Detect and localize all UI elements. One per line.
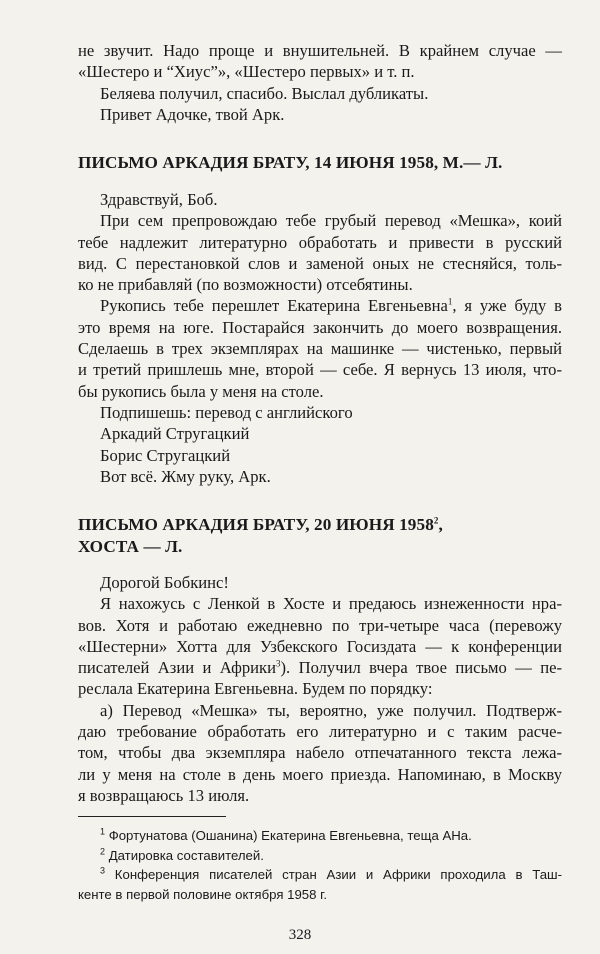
text-line: При сем препровождаю тебе грубый перевод «Мешка», коий <box>100 211 562 231</box>
text-line: Привет Адочке, твой Арк. <box>100 104 285 124</box>
letter-heading <box>78 514 562 536</box>
text-fragment: Рукопись тебе перешлет Екатерина Евгеньевна <box>100 296 448 316</box>
letter-heading: ПИСЬМО АРКАДИЯ БРАТУ, 14 ИЮНЯ 1958, М.— Л. <box>78 153 503 172</box>
page-number: 328 <box>288 927 312 943</box>
footnote-number: 3 <box>100 865 106 876</box>
text-line: тебе надлежит литературно обработать и привести в русский <box>78 232 562 252</box>
text-fragment: ). Получил вчера твое письмо — пе- <box>280 658 562 678</box>
letter-heading-2 <box>78 514 562 558</box>
text-line: Я нахожусь с Ленкой в Хосте и предаюсь изнеженности нра- <box>100 594 562 614</box>
text-line-with-footnote-ref <box>78 295 562 316</box>
footnote-text: Фортунатова (Ошанина) Екатерина Евгеньевна, теща АНа. <box>108 828 472 843</box>
footnote-2 <box>78 846 562 866</box>
text-line-with-footnote-ref <box>78 657 562 678</box>
footnote-number: 2 <box>100 846 106 857</box>
footnote-1 <box>78 826 562 846</box>
greeting: Здравствуй, Боб. <box>100 190 218 209</box>
footnote-ref: 3 <box>276 658 281 669</box>
text-line: вов. Хотя и работаю ежедневно по три-четыре часа (перевожу <box>78 615 562 635</box>
text-line: вид. С перестановкой слов и заменой оных не стесняйся, толь- <box>78 253 562 273</box>
text-line: том, чтобы два экземпляра набело отпечатанного текста лежа- <box>78 743 562 763</box>
closing-line: Подпишешь: перевод с английского <box>100 402 353 422</box>
text-line: ли у меня на столе в день моего приезда. Напоминаю, в Москву <box>78 764 562 784</box>
text-line: а) Перевод «Мешка» ты, вероятно, уже получил. Подтверж- <box>100 700 562 720</box>
text-line: даю требование обработать его литературно и с таким расче- <box>78 722 562 742</box>
heading-fragment: ПИСЬМО АРКАДИЯ БРАТУ, 20 ИЮНЯ 1958 <box>78 515 434 534</box>
letter-heading-line2: ХОСТА — Л. <box>78 537 183 556</box>
footnote-ref: 2 <box>433 515 439 526</box>
footnote-divider <box>78 816 226 817</box>
letter-body-2 <box>78 572 562 806</box>
text-line: Беляева получил, спасибо. Выслал дубликаты. <box>100 83 429 103</box>
closing-line: Вот всё. Жму руку, Арк. <box>100 466 271 486</box>
footnote-ref: 1 <box>447 296 453 307</box>
footnotes <box>78 826 562 904</box>
closing-line: Борис Стругацкий <box>100 445 231 465</box>
previous-letter-ending <box>78 40 562 125</box>
text-line: и третий пришлешь мне, второй — себе. Я вернусь 13 июля, что- <box>78 360 562 380</box>
text-line: это время на юге. Постарайся закончить до моего возвращения. <box>78 317 562 337</box>
text-line: ко не прибавляй (по возможности) отсебятины. <box>78 275 413 295</box>
text-line: реслала Екатерина Евгеньевна. Будем по порядку: <box>78 679 433 699</box>
text-fragment: писателей Азии и Африки <box>78 658 277 678</box>
text-line: бы рукопись была у меня на столе. <box>78 381 324 401</box>
letter-heading-1 <box>78 152 562 174</box>
letter-body-1 <box>78 189 562 487</box>
text-line: «Шестерни» Хотта для Узбекского Госиздата — к конференции <box>78 636 562 656</box>
footnote-number: 1 <box>100 826 106 837</box>
footnote-3 <box>78 865 562 885</box>
text-line: Сделаешь в трех экземплярах на машинке — чистенько, первый <box>78 339 562 359</box>
closing-line: Аркадий Стругацкий <box>100 424 250 444</box>
footnote-text: Конференция писателей стран Азии и Африки проходила в Таш- <box>114 867 562 882</box>
text-line: не звучит. Надо проще и внушительней. В крайнем случае — <box>78 41 562 60</box>
heading-fragment: , <box>438 515 443 534</box>
greeting: Дорогой Бобкинс! <box>100 573 229 592</box>
footnote-text: Датировка составителей. <box>108 847 264 863</box>
text-line: «Шестеро и “Хиус”», «Шестеро первых» и т. п. <box>78 62 415 82</box>
text-fragment: , я уже буду в <box>452 296 562 316</box>
footnote-3-continuation: кенте в первой половине октября 1958 г. <box>78 886 327 902</box>
text-line: я возвращаюсь 13 июля. <box>78 785 250 805</box>
